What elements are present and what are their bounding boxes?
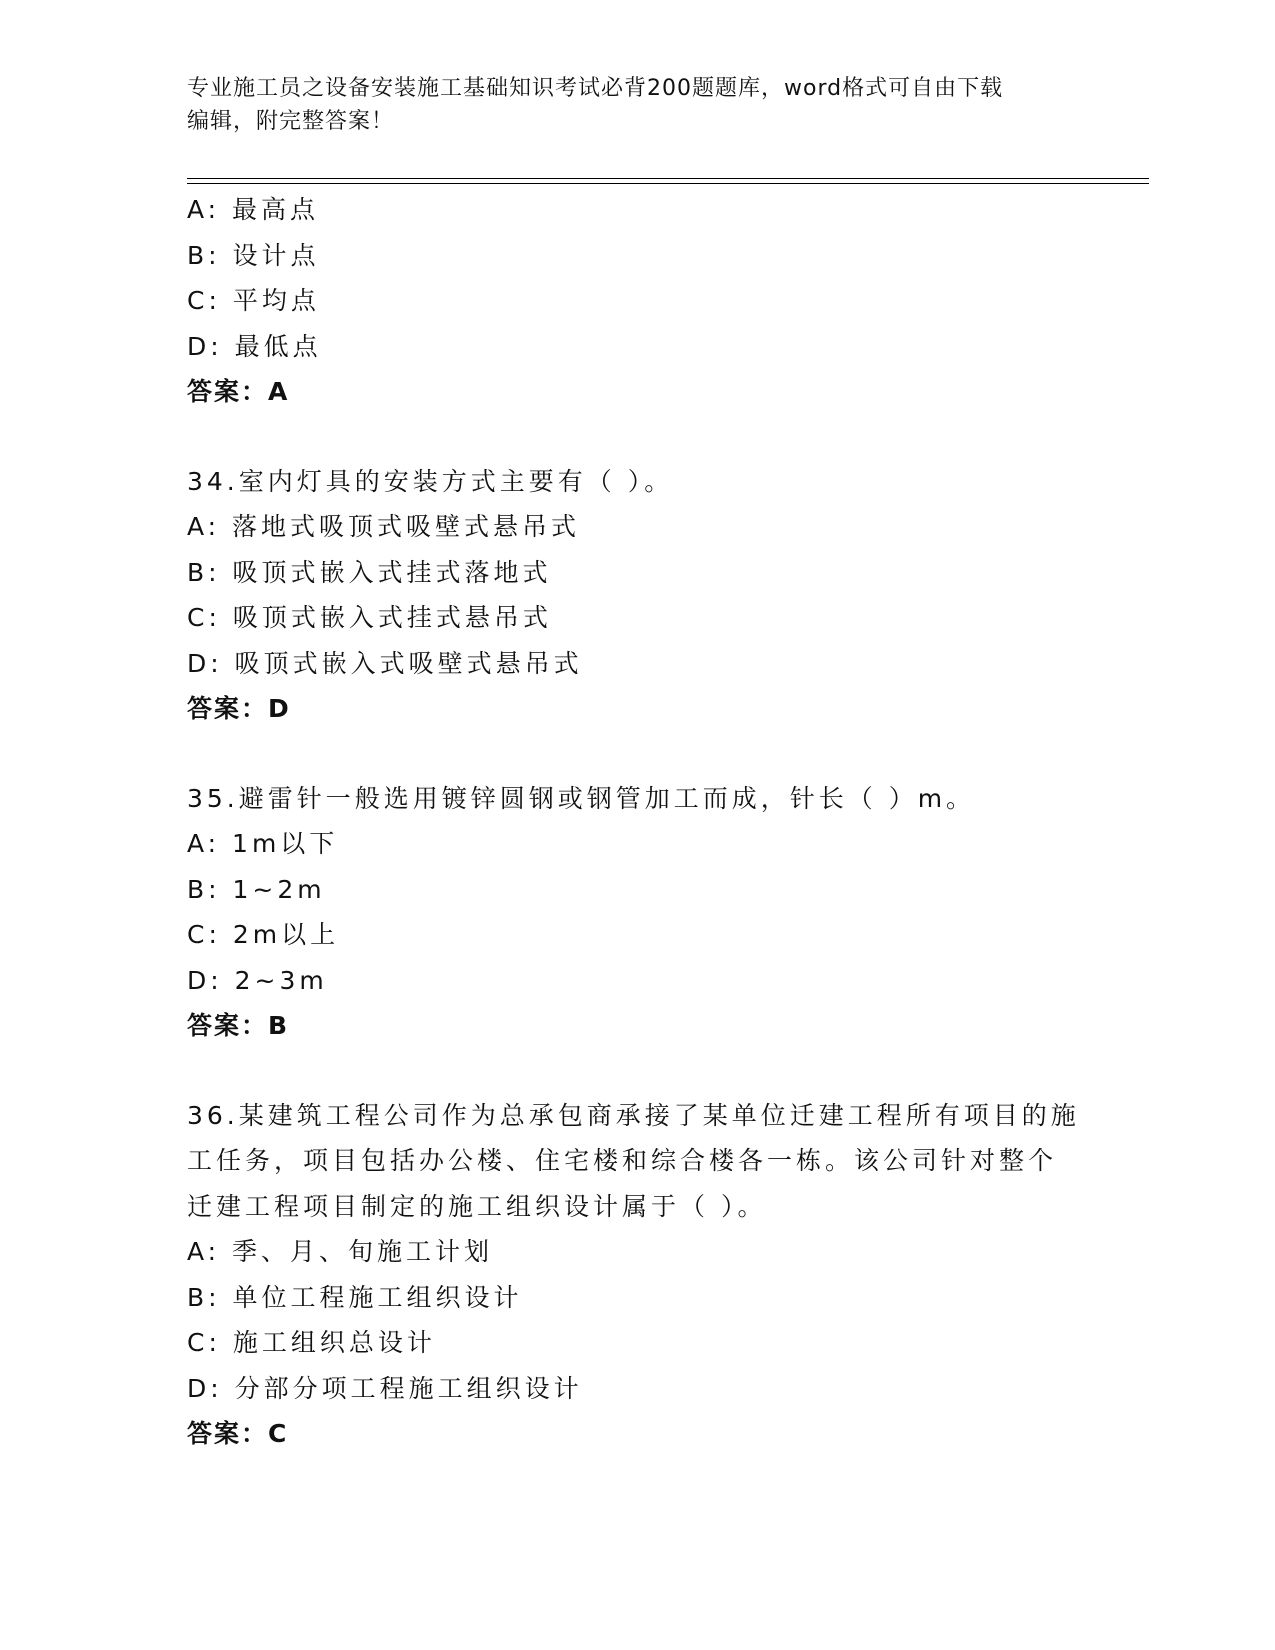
option-b: B: 1~2m (187, 874, 326, 904)
question-stem-line-3: 迁建工程项目制定的施工组织设计属于（ ）。 (187, 1191, 767, 1221)
question-stem-line-2: 工任务，项目包括办公楼、住宅楼和综合楼各一栋。该公司针对整个 (187, 1146, 1058, 1175)
answer-line: 答案：D (187, 694, 291, 723)
option-b: B: 吸顶式嵌入式挂式落地式 (187, 557, 552, 587)
question-block (187, 187, 1087, 415)
header-title-line-1: 专业施工员之设备安装施工基础知识考试必背200题题库，word格式可自由下载 (187, 76, 1004, 101)
question-block (187, 1093, 1087, 1457)
option-b: B: 单位工程施工组织设计 (187, 1282, 523, 1312)
header-rule-top (187, 178, 1149, 179)
question-block (187, 459, 1087, 732)
document-header (187, 72, 1087, 138)
answer-line: 答案：A (187, 377, 290, 406)
header-title-line-2: 编辑，附完整答案！ (187, 109, 395, 134)
option-a: A: 最高点 (187, 195, 320, 224)
question-stem-line-1: 36.某建筑工程公司作为总承包商承接了某单位迁建工程所有项目的施 (187, 1100, 1080, 1130)
option-d: D: 吸顶式嵌入式吸壁式悬吊式 (187, 648, 583, 678)
answer-line: 答案：B (187, 1011, 290, 1040)
option-c: C: 吸顶式嵌入式挂式悬吊式 (187, 603, 552, 632)
question-list (187, 187, 1087, 1457)
option-d: D: 最低点 (187, 331, 322, 361)
option-d: D: 2~3m (187, 965, 328, 995)
header-rule-bottom (187, 183, 1149, 184)
option-a: A: 季、月、旬施工计划 (187, 1237, 494, 1266)
question-stem: 35.避雷针一般选用镀锌圆钢或钢管加工而成，针长（ ）m。 (187, 783, 976, 813)
question-block (187, 776, 1087, 1049)
option-c: C: 平均点 (187, 286, 320, 315)
option-d: D: 分部分项工程施工组织设计 (187, 1373, 583, 1403)
option-b: B: 设计点 (187, 240, 320, 270)
option-a: A: 落地式吸顶式吸壁式悬吊式 (187, 512, 581, 541)
question-stem: 34.室内灯具的安装方式主要有（ ）。 (187, 466, 674, 496)
answer-line: 答案：C (187, 1419, 289, 1448)
option-a: A: 1m以下 (187, 829, 339, 858)
option-c: C: 施工组织总设计 (187, 1328, 436, 1357)
option-c: C: 2m以上 (187, 920, 340, 949)
